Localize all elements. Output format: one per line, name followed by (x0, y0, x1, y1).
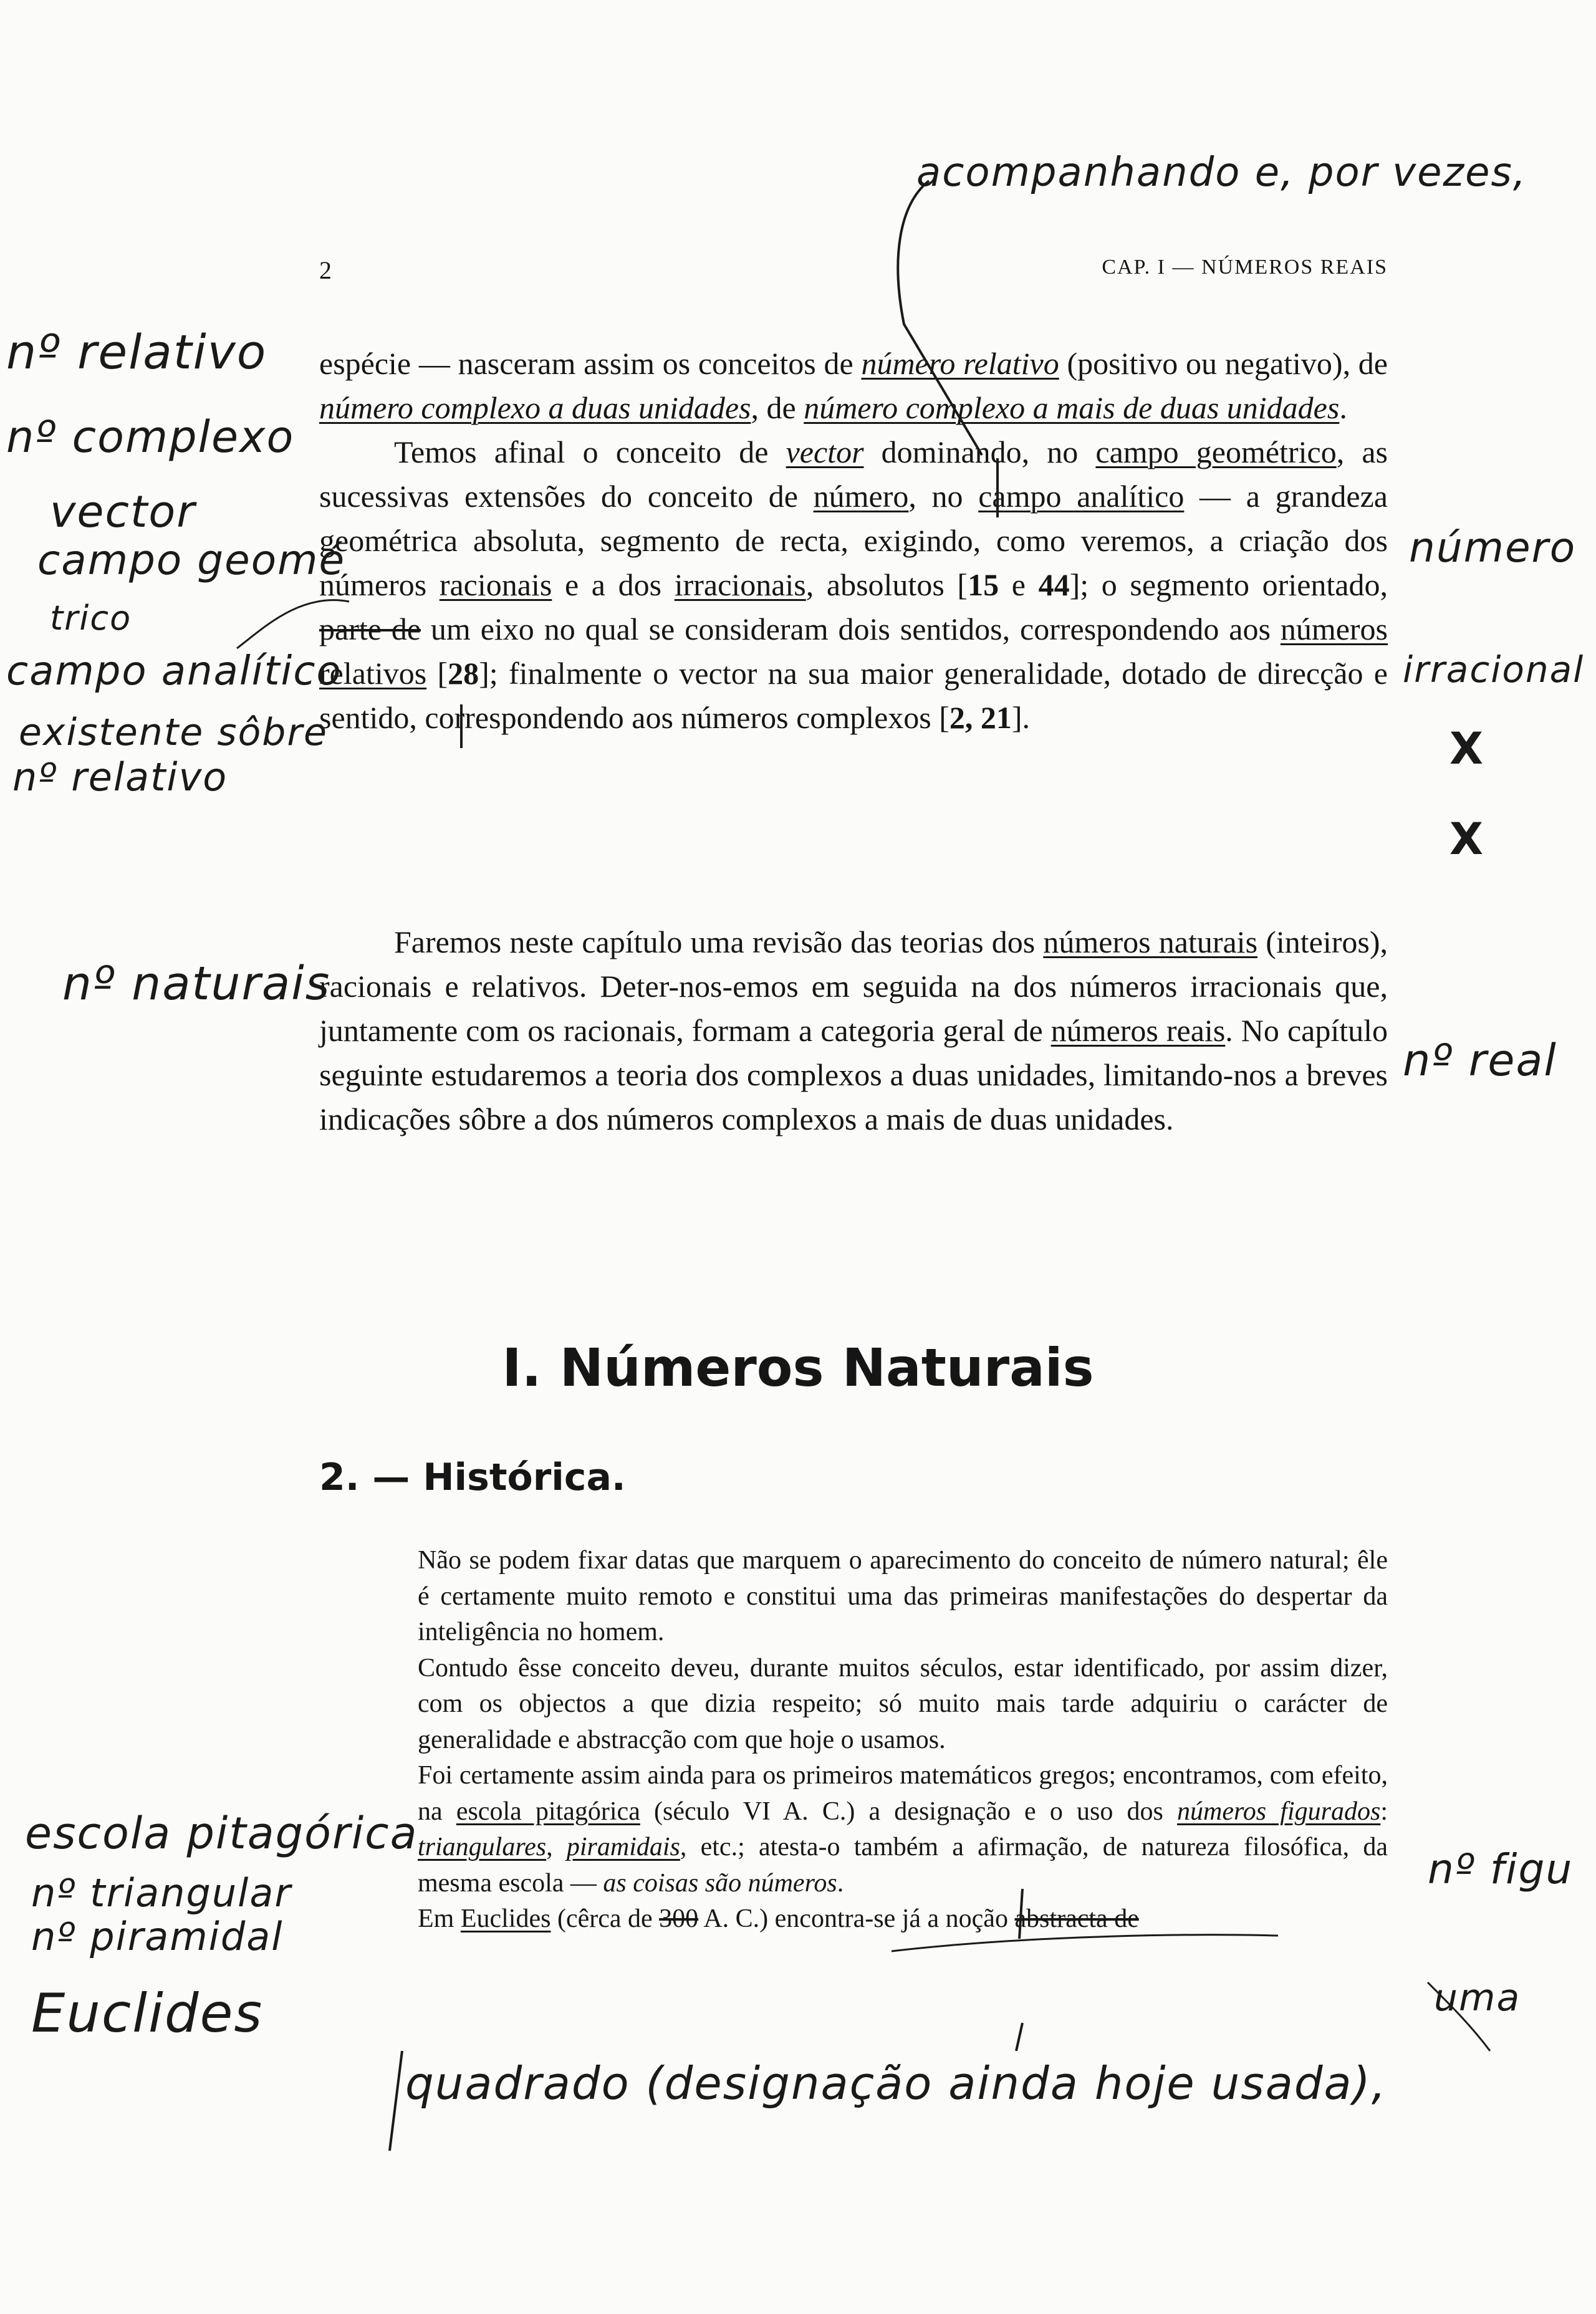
underlined-term: piramidais (566, 1833, 680, 1861)
text-run: e a dos (552, 567, 675, 602)
text-run: , absolutos [ (805, 567, 968, 602)
underlined-term: números reais (1050, 1013, 1226, 1048)
italic-term: as coisas são números (603, 1868, 837, 1898)
handwritten-note: nº complexo (6, 411, 295, 463)
handwritten-note: nº triangular (31, 1870, 292, 1916)
historica-sentence-1: Não se podem fixar datas que marquem o aparecimento do conceito de número natural; êle é certamente muito remoto e constitui uma das primeiras manifestações do despertar da inteligência no homem. (418, 1546, 1388, 1646)
reference-number: 44 (1038, 567, 1070, 602)
handwritten-note: irracional (1403, 648, 1585, 691)
handwritten-note: campo geomé (37, 536, 346, 584)
subsection-heading: 2. — Histórica. (319, 1456, 626, 1499)
text-run: um eixo no qual se consideram dois sentidos, correspondendo aos (421, 612, 1281, 646)
text-run: e (999, 567, 1039, 602)
underlined-term: números naturais (1043, 924, 1258, 959)
reference-number: 15 (968, 567, 999, 602)
handwritten-note: campo analítico (6, 648, 342, 694)
historica-sentence-2: Contudo êsse conceito deveu, durante muitos séculos, estar identificado, por assim dizer, com os objectos a que dizia respeito; só muito mais tarde adquiriu o carácter de generalidade e abstracção com que hoje o usamos. (418, 1653, 1388, 1754)
pointer-line (892, 1935, 1278, 1951)
underlined-term: número complexo a mais de duas unidades (804, 390, 1340, 425)
text-run: , de (751, 390, 804, 425)
text-run: ]. (1011, 700, 1031, 735)
text-run: Faremos neste capítulo uma revisão das teorias dos (394, 924, 1044, 959)
handwritten-note: nº figu (1428, 1845, 1574, 1893)
text-run: , (546, 1833, 567, 1861)
underlined-term: números figurados (1177, 1797, 1381, 1826)
text-run: , as sucessivas extensões do conceito de (319, 434, 1388, 514)
handwritten-note: escola pitagórica (25, 1808, 418, 1859)
handwritten-note: uma (1434, 1976, 1521, 2020)
reference-number: 28 (448, 656, 479, 691)
underlined-term: número complexo a duas unidades (319, 390, 751, 425)
text-run: [ (426, 656, 448, 691)
insertion-bracket (390, 2051, 402, 2151)
handwritten-note: trico (50, 598, 132, 638)
handwritten-insert-bottom: quadrado (designação ainda hoje usada), (405, 2057, 1387, 2110)
underlined-term: campo geométrico (1095, 434, 1337, 469)
text-run: , etc.; atesta-o também a afirmação, de natureza filosófica, da mesma escola — (418, 1833, 1388, 1898)
handwritten-cross-mark: X (1449, 814, 1484, 865)
handwritten-note: nº naturais (62, 957, 331, 1011)
handwritten-note: Euclides (31, 1982, 264, 2045)
underlined-term: campo analítico (978, 479, 1185, 514)
underlined-term: triangulares (418, 1833, 547, 1861)
reference-number: 2, 21 (949, 700, 1012, 735)
text-run: . (837, 1868, 844, 1898)
text-run: ]; finalmente o vector na sua maior generalidade, dotado de direcção e sentido, correspondendo aos números complexos [ (319, 656, 1388, 735)
text-run: espécie — nasceram assim os conceitos de (319, 346, 862, 381)
pointer-line (1428, 1982, 1490, 2051)
handwritten-note: nº real (1403, 1035, 1557, 1086)
page-number: 2 (319, 256, 332, 284)
underlined-term: escola pitagórica (456, 1797, 640, 1826)
text-run: (positivo ou negativo), de (1059, 346, 1388, 381)
text-run: , no (908, 479, 979, 514)
underlined-term: irracionais (674, 567, 806, 602)
section-heading: I. Números Naturais (502, 1337, 1094, 1398)
text-run: Em (418, 1904, 461, 1933)
underlined-term: racionais (439, 567, 552, 602)
text-run: . (1339, 390, 1347, 425)
text-run: (inteiros), racionais e relativos. Deter-nos-emos em seguida na dos números irracionais que, juntamente com os racionais, formam a categoria geral de (319, 924, 1388, 1048)
handwritten-note: nº piramidal (31, 1914, 284, 1959)
struck-text: parte de (319, 612, 421, 646)
underlined-term: número relativo (861, 346, 1059, 381)
text-run: . No capítulo seguinte estudaremos a teoria dos complexos a duas unidades, limitando-nos a breves indicações sôbre a dos números complexos a mais de duas unidades. (319, 1013, 1388, 1136)
text-run: A. C.) encontra-se já a noção (698, 1904, 1015, 1933)
chapter-title: CAP. I — NÚMEROS REAIS (1102, 256, 1388, 279)
handwritten-note: nº relativo (6, 324, 267, 380)
underlined-term: números relativos (319, 612, 1388, 691)
underlined-term: vector (786, 434, 864, 469)
underlined-term: número (813, 479, 909, 514)
handwritten-note: nº relativo (12, 754, 228, 800)
text-run: : (1380, 1797, 1388, 1826)
text-run: ]; o segmento orientado, (1069, 567, 1388, 602)
text-run: Temos afinal o conceito de (394, 434, 786, 469)
handwritten-note: existente sôbre (19, 711, 328, 754)
text-run: — a grandeza geométrica absoluta, segmento de recta, exigindo, como veremos, a criação dos números (319, 479, 1388, 602)
insertion-mark (1016, 2023, 1022, 2051)
text-run: Foi certamente assim ainda para os primeiros matemáticos gregos; encontramos, com efeito, na (418, 1761, 1388, 1826)
text-run: (cêrca de (550, 1904, 660, 1933)
insertion-line (898, 181, 982, 455)
pointer-line (237, 600, 349, 648)
text-run: dominando, no (863, 434, 1096, 469)
underlined-term: Euclides (460, 1904, 551, 1933)
text-run: (século VI A. C.) a designação e o uso dos (640, 1797, 1178, 1826)
struck-text: abstracta de (1014, 1904, 1139, 1933)
handwritten-cross-mark: X (1449, 723, 1484, 774)
handwritten-insert-top: acompanhando e, por vezes, (916, 150, 1527, 196)
handwritten-note: vector (50, 486, 196, 537)
handwritten-note: número (1409, 524, 1577, 572)
insertion-mark (1019, 1889, 1022, 1939)
struck-text: 300 (659, 1904, 699, 1933)
